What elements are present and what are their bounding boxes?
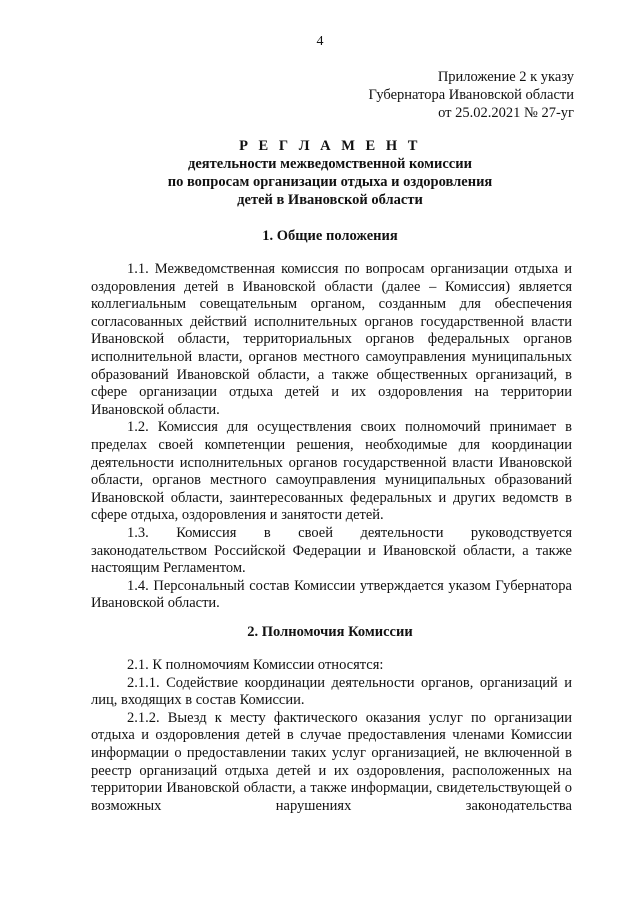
document-title [80, 137, 580, 209]
title-line-4: детей в Ивановской области [237, 192, 423, 208]
paragraph-1-4: 1.4. Персональный состав Комиссии утверждается указом Губернатора Ивановской области. [91, 577, 572, 612]
appendix-line-2: Губернатора Ивановской области [368, 87, 574, 103]
paragraph-1-1: 1.1. Межведомственная комиссия по вопросам организации отдыха и оздоровления детей в Ивановской области (далее – Комиссия) является коллегиальным совещательным органом, созданным для обеспечения согласованных действий исполнительных органов государственной власти Ивановской области, территориальных органов федеральных органов исполнительной власти, органов местного самоуправления муниципальных образований Ивановской области, а также общественных организаций, в сфере организации отдыха детей и их оздоровления на территории Ивановской области. [91, 261, 572, 418]
title-line-3: по вопросам организации отдыха и оздоровления [167, 174, 493, 190]
appendix-line-1: Приложение 2 к указу [437, 69, 574, 85]
section-2-heading: 2. Полномочия Комиссии [247, 624, 413, 640]
appendix-note [369, 68, 574, 122]
paragraph-2-1-1: 2.1.1. Содействие координации деятельности органов, организаций и лиц, входящих в состав Комиссии. [91, 674, 572, 709]
section-2-body [91, 657, 572, 815]
paragraph-2-1-2: 2.1.2. Выезд к месту фактического оказания услуг по организации отдыха и оздоровления детей в случае предоставления членами Комиссии информации о предоставлении таких услуг организацией, не включенной в реестр организаций отдыха детей и их оздоровления, расположенных на территории Ивановской области, а также информации, свидетельствующей о возможных нарушениях законодательства [91, 709, 572, 814]
paragraph-1-3: 1.3. Комиссия в своей деятельности руководствуется законодательством Российской Федерации и Ивановской области, а также настоящим Регламентом. [91, 524, 572, 577]
page-number: 4 [316, 34, 324, 49]
title-line-2: деятельности межведомственной комиссии [188, 156, 472, 172]
appendix-line-3: от 25.02.2021 № 27-уг [438, 105, 574, 121]
paragraph-2-1: 2.1. К полномочиям Комиссии относятся: [127, 657, 384, 673]
paragraph-1-2: 1.2. Комиссия для осуществления своих полномочий принимает в пределах своей компетенции решения, необходимые для координации деятельности исполнительных органов государственной власти Ивановской области, органов местного самоуправления муниципальных образований Ивановской области, заинтересованных федеральных и других ведомств в сфере отдыха, оздоровления и занятости детей. [91, 419, 572, 524]
title-line-1: Р Е Г Л А М Е Н Т [239, 138, 421, 154]
section-1-heading: 1. Общие положения [262, 228, 398, 244]
section-1-body [91, 261, 572, 613]
